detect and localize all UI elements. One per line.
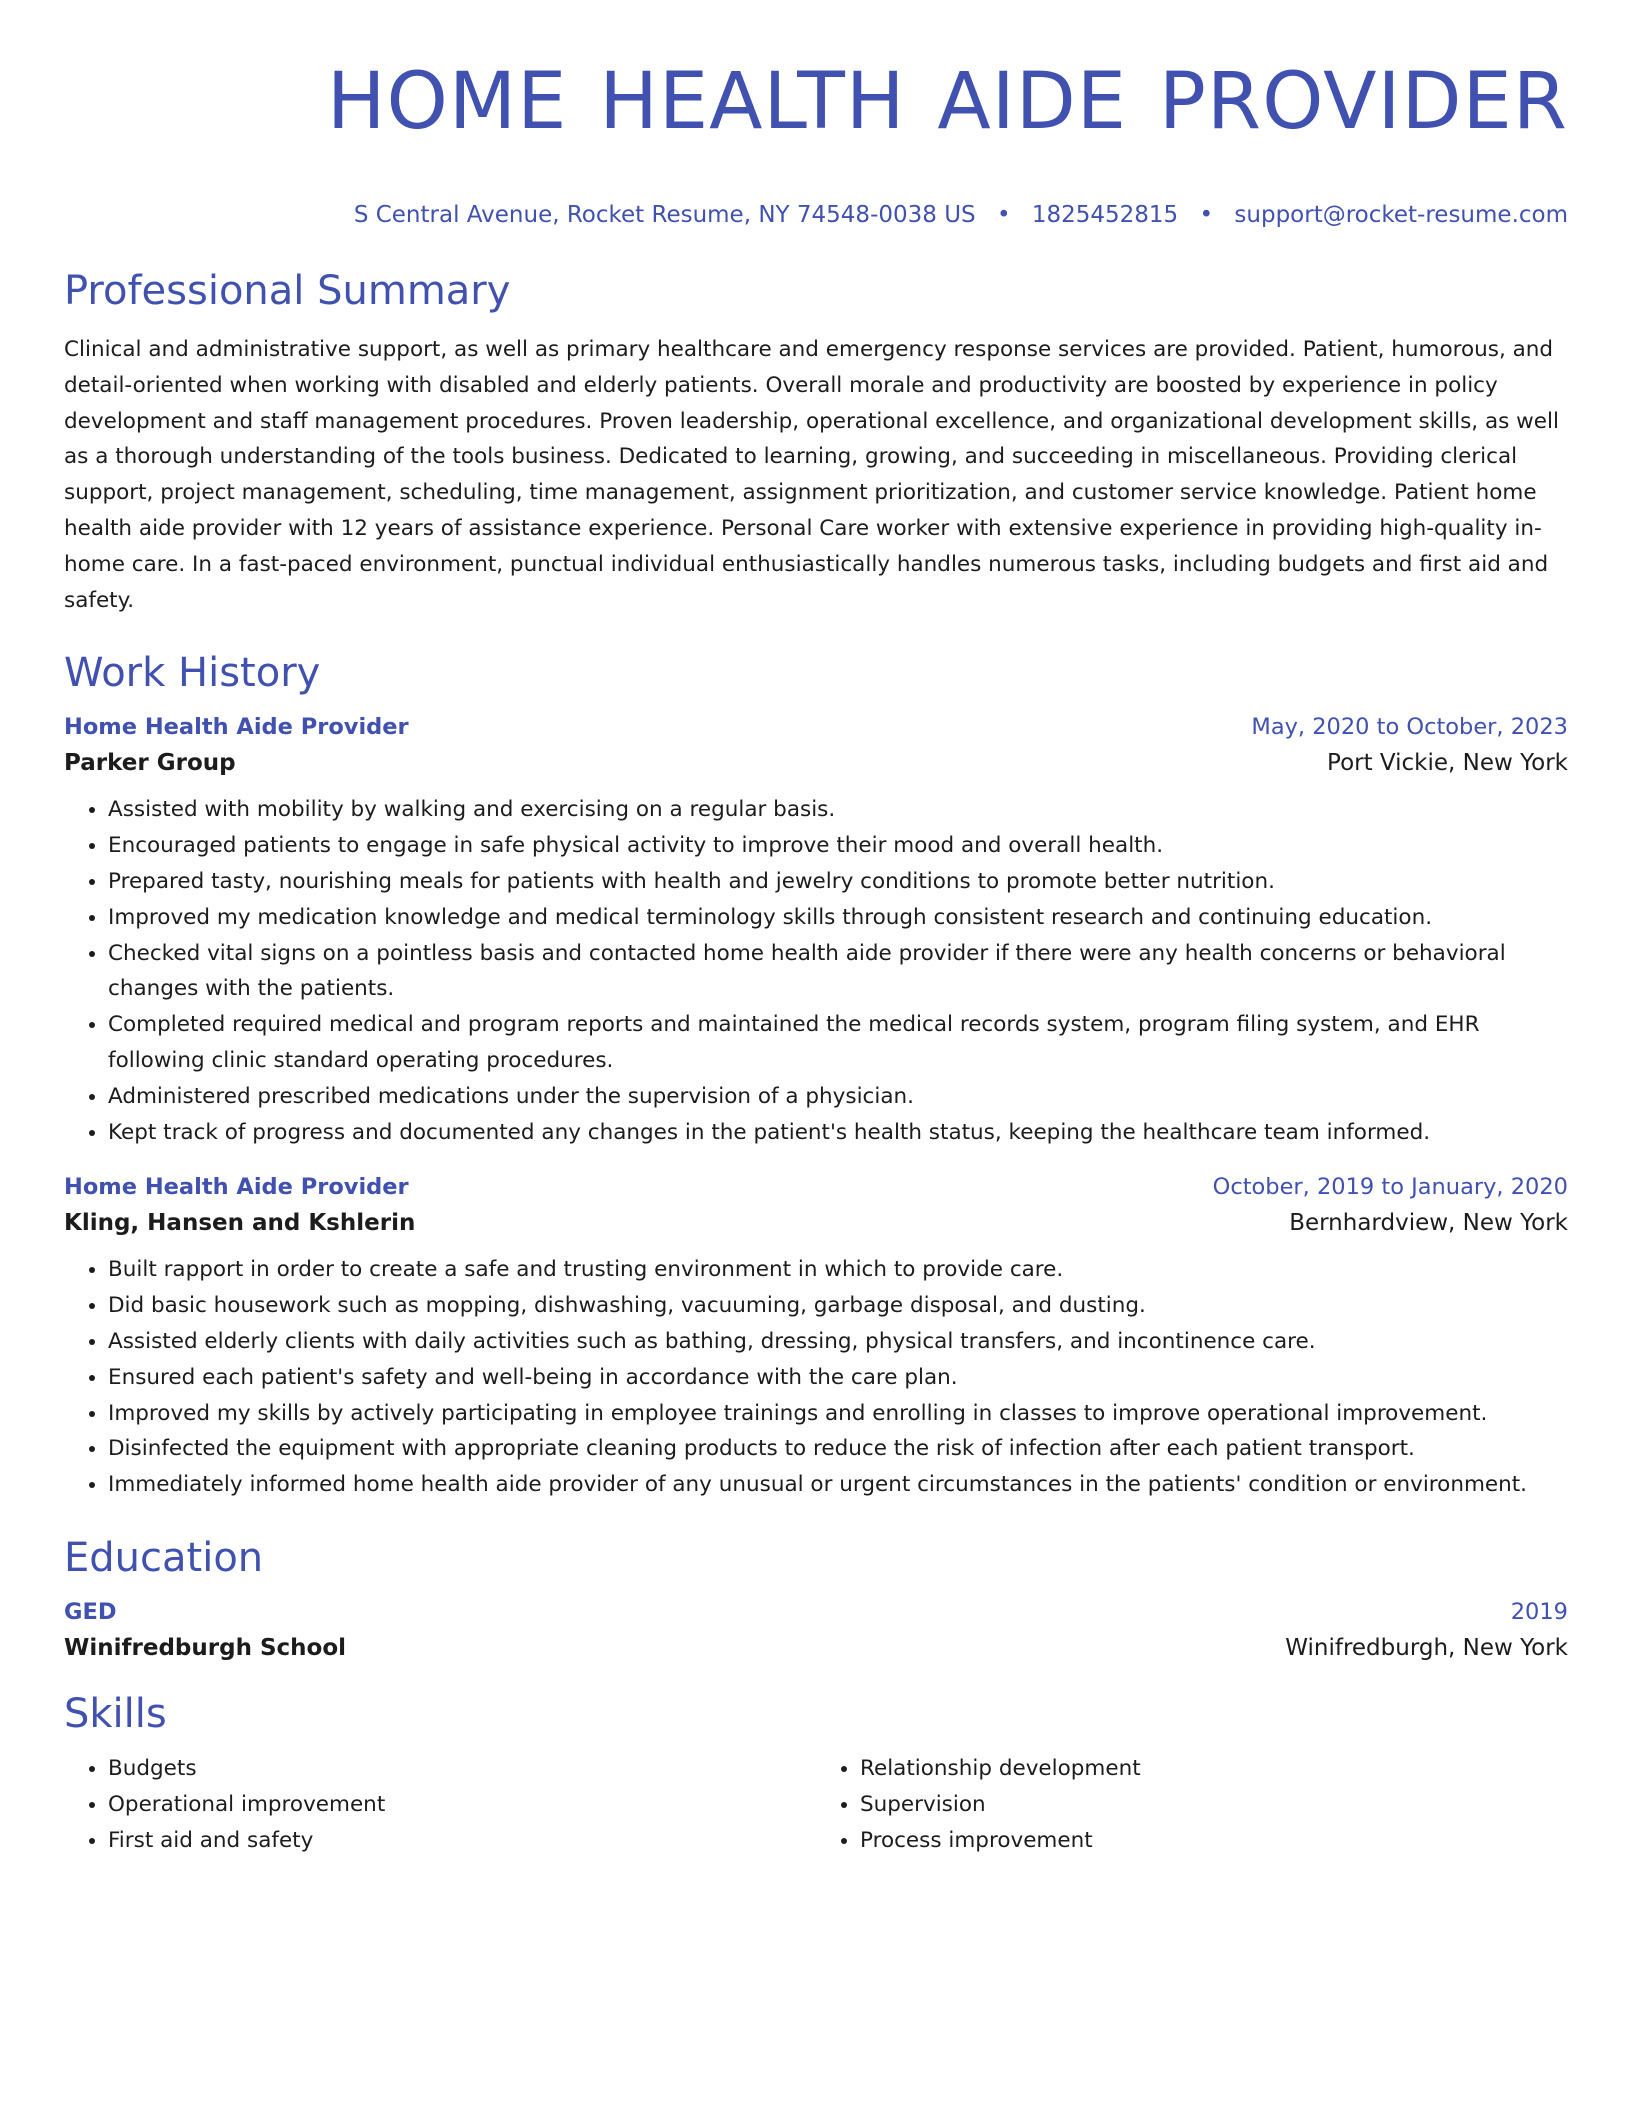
job-dates: May, 2020 to October, 2023 [1251, 714, 1568, 741]
school-location: Winifredburgh, New York [1285, 1634, 1568, 1661]
skill-item: • First aid and safety [108, 1823, 816, 1859]
list-item: • Kept track of progress and documented any changes in the patient's health status, keeping the healthcare team informed. [108, 1115, 1568, 1151]
graduation-year: 2019 [1510, 1598, 1568, 1625]
contact-address: S Central Avenue, Rocket Resume, NY 74548-0038 US [353, 202, 976, 228]
job-entry [64, 712, 1568, 1150]
skills-list-right [816, 1751, 1568, 1858]
list-item: • Ensured each patient's safety and well-being in accordance with the care plan. [108, 1360, 1568, 1396]
degree: GED [64, 1598, 117, 1625]
skills-list-left [64, 1751, 816, 1858]
section-title-education: Education [64, 1534, 264, 1581]
contact-phone: 1825452815 [1031, 202, 1179, 228]
summary-text: Clinical and administrative support, as well as primary healthcare and emergency response services are provided. Patient, humorous, and detail-oriented when working with disabled and elderly patients. Overall morale and productivity are boosted by experience in policy development and staff management procedures. Proven leadership, operational excellence, and organizational development skills, as well as a thorough understanding of the tools business. Dedicated to learning, growing, and succeeding in miscellaneous. Providing clerical support, project management, scheduling, time management, assignment prioritization, and customer service knowledge. Patient home health aide provider with 12 years of assistance experience. Personal Care worker with extensive experience in providing high-quality in-home care. In a fast-paced environment, punctual individual enthusiastically handles numerous tasks, including budgets and first aid and safety. [64, 337, 1559, 613]
job-title: Home Health Aide Provider [64, 1174, 409, 1201]
contact-separator: • [1199, 202, 1214, 228]
candidate-name: HOME HEALTH AIDE PROVIDER [326, 57, 1568, 147]
list-item: • Improved my medication knowledge and medical terminology skills through consistent research and continuing education. [108, 900, 1568, 936]
job-bullets [64, 1252, 1568, 1503]
skill-item: • Operational improvement [108, 1787, 816, 1823]
list-item: • Prepared tasty, nourishing meals for patients with health and jewelry conditions to promote better nutrition. [108, 864, 1568, 900]
work-history-section [64, 648, 1568, 1503]
list-item: • Immediately informed home health aide provider of any unusual or urgent circumstances in the patients' condition or environment. [108, 1467, 1568, 1503]
company-name: Kling, Hansen and Kshlerin [64, 1210, 416, 1237]
list-item: • Built rapport in order to create a safe and trusting environment in which to provide care. [108, 1252, 1568, 1288]
skill-item: • Supervision [860, 1787, 1568, 1823]
list-item: • Administered prescribed medications under the supervision of a physician. [108, 1079, 1568, 1115]
list-item: • Did basic housework such as mopping, dishwashing, vacuuming, garbage disposal, and dusting. [108, 1288, 1568, 1324]
education-section [64, 1533, 1568, 1665]
contact-email: support@rocket-resume.com [1234, 202, 1568, 228]
list-item: • Disinfected the equipment with appropriate cleaning products to reduce the risk of infection after each patient transport. [108, 1431, 1568, 1467]
section-title-summary: Professional Summary [64, 268, 511, 314]
list-item: • Assisted with mobility by walking and exercising on a regular basis. [108, 792, 1568, 828]
list-item: • Checked vital signs on a pointless basis and contacted home health aide provider if there were any health concerns or behavioral changes with the patients. [108, 936, 1568, 1008]
school-name: Winifredburgh School [64, 1634, 347, 1661]
list-item: • Assisted elderly clients with daily activities such as bathing, dressing, physical transfers, and incontinence care. [108, 1324, 1568, 1360]
list-item: • Improved my skills by actively participating in employee trainings and enrolling in classes to improve operational improvement. [108, 1396, 1568, 1432]
skill-item: • Budgets [108, 1751, 816, 1787]
job-dates: October, 2019 to January, 2020 [1212, 1174, 1568, 1201]
summary-section [64, 266, 1568, 618]
section-title-skills: Skills [64, 1690, 167, 1737]
resume-header [64, 52, 1568, 230]
skill-item: • Relationship development [860, 1751, 1568, 1787]
contact-line [64, 200, 1568, 230]
list-item: • Completed required medical and program reports and maintained the medical records system, program filing system, and EHR following clinic standard operating procedures. [108, 1007, 1568, 1079]
skills-section [64, 1689, 1568, 1858]
company-name: Parker Group [64, 750, 236, 777]
contact-separator: • [996, 202, 1011, 228]
job-location: Bernhardview, New York [1289, 1210, 1568, 1237]
job-bullets [64, 792, 1568, 1150]
list-item: • Encouraged patients to engage in safe physical activity to improve their mood and overall health. [108, 828, 1568, 864]
job-location: Port Vickie, New York [1327, 750, 1568, 777]
skill-item: • Process improvement [860, 1823, 1568, 1859]
job-entry [64, 1172, 1568, 1503]
section-title-work-history: Work History [64, 650, 321, 697]
job-title: Home Health Aide Provider [64, 714, 409, 741]
